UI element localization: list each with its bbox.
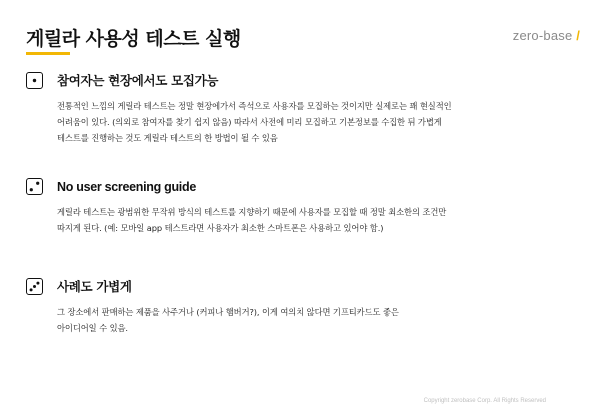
brand-text: zero-base bbox=[512, 28, 573, 43]
body-line: 어려움이 있다. (의외로 참여자를 찾기 쉽지 않음) 따라서 사전에 미리 모집하고 기본정보를 수집한 뒤 가볍게 bbox=[57, 117, 442, 127]
body-line: 따지게 된다. (예: 모바일 app 테스트라면 사용자가 최소한 스마트폰은 사용하고 있어야 함.) bbox=[57, 223, 384, 233]
brand-logo bbox=[513, 28, 580, 43]
dice-two-icon bbox=[26, 178, 43, 195]
body-line: 그 장소에서 판매하는 제품을 사주거나 (커피나 햄버거?), 이게 여의치 않다면 기프티카드도 좋은 bbox=[57, 307, 399, 317]
section-heading: 참여자는 현장에서도 모집가능 bbox=[57, 73, 219, 88]
section-heading: No user screening guide bbox=[57, 180, 196, 194]
brand-slash: / bbox=[576, 28, 580, 43]
page-title: 게릴라 사용성 테스트 실행 bbox=[26, 28, 241, 50]
section-body bbox=[57, 304, 567, 336]
title-underline bbox=[26, 52, 70, 55]
section-body bbox=[57, 98, 567, 146]
body-line: 게릴라 테스트는 광범위한 무작위 방식의 테스트를 지향하기 때문에 사용자를 모집할 때 정말 최소한의 조건만 bbox=[57, 207, 447, 217]
section-heading: 사례도 가볍게 bbox=[57, 279, 132, 294]
copyright-footer: Copyright zerobase Corp. All Rights Reserved bbox=[423, 398, 546, 404]
dice-one-icon bbox=[26, 72, 43, 89]
body-line: 전통적인 느낌의 게릴라 테스트는 정말 현장에가서 즉석으로 사용자를 모집하는 것이지만 실제로는 꽤 현실적인 bbox=[57, 101, 452, 111]
dice-three-icon bbox=[26, 278, 43, 295]
body-line: 아이디어일 수 있음. bbox=[57, 323, 128, 333]
section-body bbox=[57, 204, 567, 236]
body-line: 테스트를 진행하는 것도 게릴라 테스트의 한 방법이 될 수 있음 bbox=[57, 133, 278, 143]
